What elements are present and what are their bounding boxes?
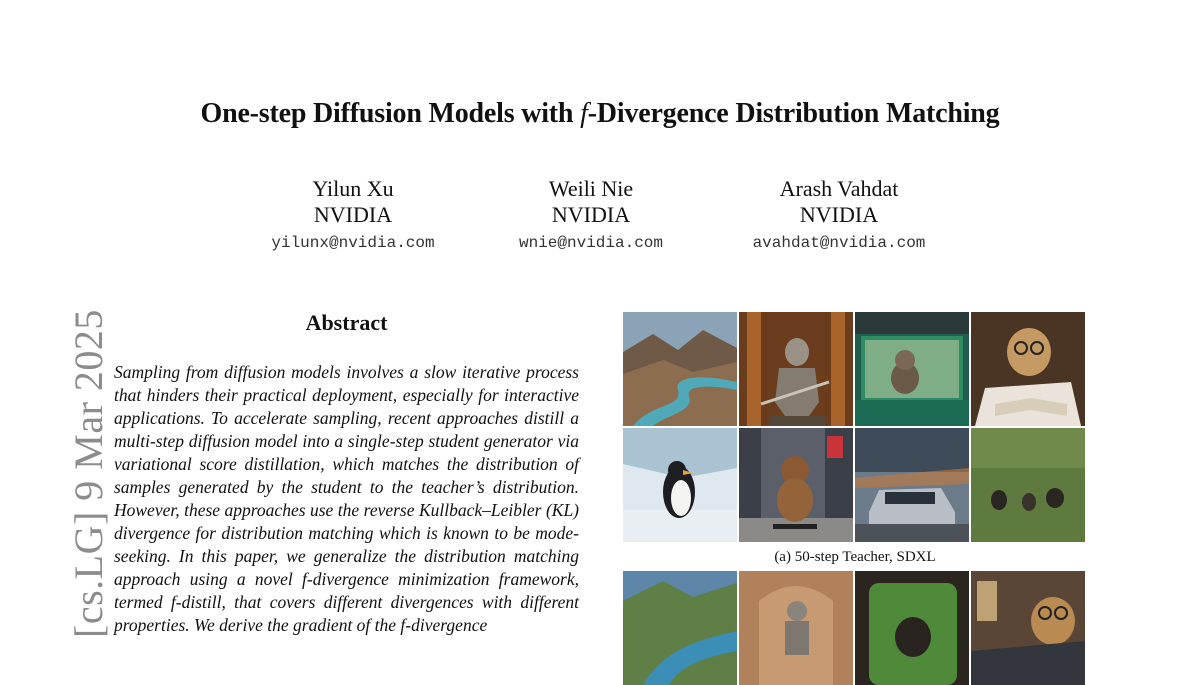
student-sample-grid xyxy=(623,571,1087,685)
title-symbol: f xyxy=(580,98,588,129)
author-block-1 xyxy=(243,176,463,252)
abstract-heading: Abstract xyxy=(305,310,388,335)
author-block-2 xyxy=(481,176,701,252)
sample-image-armored-warrior xyxy=(739,312,853,426)
title-part-1: One-step Diffusion Models with xyxy=(200,98,581,129)
sample-image-monkey-window xyxy=(855,571,969,685)
author-name: Arash Vahdat xyxy=(779,176,899,201)
sample-image-knight-figure xyxy=(739,571,853,685)
author-block-3 xyxy=(726,176,952,252)
arxiv-identifier-stamp xyxy=(26,309,111,638)
author-name: Weili Nie xyxy=(548,176,634,201)
sample-image-dog-bed xyxy=(971,571,1085,685)
sample-image-mountain-river xyxy=(623,312,737,426)
sample-image-koala-window xyxy=(855,312,969,426)
author-email: wnie@nvidia.com xyxy=(518,234,664,252)
author-affiliation: NVIDIA xyxy=(551,202,631,227)
sample-image-silver-car xyxy=(855,428,969,542)
sample-image-penguin xyxy=(623,428,737,542)
sample-image-birds xyxy=(971,428,1085,542)
sample-image-mountain-lake xyxy=(623,571,737,685)
sample-image-teddy-bear xyxy=(739,428,853,542)
paper-title xyxy=(0,98,1200,130)
arxiv-stamp-text: [cs.LG] 9 Mar 2025 xyxy=(66,309,111,638)
author-name: Yilun Xu xyxy=(312,176,394,201)
title-part-2: -Divergence Distribution Matching xyxy=(587,98,1000,129)
teacher-sample-grid xyxy=(623,312,1087,542)
sample-image-dog-reading xyxy=(971,312,1085,426)
author-affiliation: NVIDIA xyxy=(313,202,393,227)
figure-caption: (a) 50-step Teacher, SDXL xyxy=(774,549,936,565)
author-email: avahdat@nvidia.com xyxy=(752,234,926,252)
author-email: yilunx@nvidia.com xyxy=(271,234,435,252)
abstract-text: Sampling from diffusion models involves a slow iterative process that hinders their practical deployment, especially for interactive applications. To accelerate sampling, recent approaches distill a multi-step diffusion model into a single-step student generator via variational score distillation, which matches the distribution of samples generated by the student to the teacher’s distribution. However, these approaches use the reverse Kullback–Leibler (KL) divergence for distribution matching which is known to be mode-seeking. In this paper, we generalize the distribution matching approach using a novel f-divergence minimization framework, termed f-distill, that covers different divergences with different properties. We derive the gradient of the f-divergence xyxy=(114,362,579,635)
author-affiliation: NVIDIA xyxy=(799,202,879,227)
